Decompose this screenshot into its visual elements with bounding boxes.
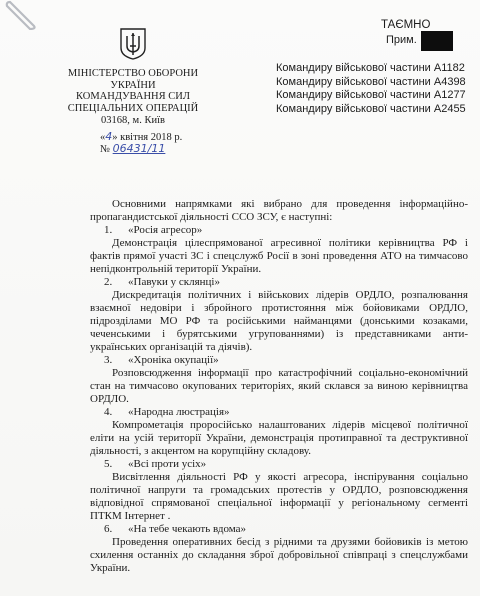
- item-text: Демонстрація цілеспрямованої агресивної політики керівництва РФ і фактів прямої участі ЗС і спецслужб Росії в зоні проведення АТО на тимчасово непідконтрольній території України.: [90, 237, 468, 275]
- postal-address: 03168, м. Київ: [101, 115, 165, 126]
- paper-clip-icon: [4, 0, 40, 30]
- recipient-line: Командиру військової частини А2455: [276, 102, 466, 115]
- item-text: Проведення оперативних бесід з рідними та друзями бойовиків із метою схилення останніх до складання зброї добровільної співпраці з спецслужбами України.: [90, 536, 468, 574]
- date-rest: » квітня 2018 р.: [112, 132, 183, 143]
- item-text: Висвітлення діяльності РФ у якості агресора, інспірування соціально політичної напруги та громадських протестів у ОРДЛО, розповсюдження відповідної спрямованої спеціальної інформації у регіональному сегменті ПТКМ Інтернет .: [90, 471, 468, 522]
- item-heading: [90, 523, 468, 536]
- item-heading: [90, 458, 468, 471]
- item-title: «Народна люстрація»: [128, 406, 230, 418]
- ministry-line: КОМАНДУВАННЯ СИЛ: [76, 91, 190, 102]
- date-prefix: «: [100, 132, 106, 143]
- number-value: 06431/11: [112, 142, 166, 155]
- trident-emblem-icon: [118, 26, 148, 60]
- item-number: 3.: [104, 354, 113, 366]
- document-body: [90, 198, 468, 575]
- recipient-line: Командиру військової частини А1182: [276, 62, 465, 74]
- recipient-line: Командиру військової частини А4398: [276, 75, 466, 88]
- item-title: «На тебе чекають вдома»: [128, 523, 247, 535]
- item-number: 2.: [104, 276, 113, 288]
- item-text: Розповсюдження інформації про катастрофічний соціально-економічний стан на тимчасово окупованих територіях, який склався за виною керівництва ОРДЛО.: [90, 367, 468, 405]
- number-prefix: №: [100, 144, 111, 155]
- copy-label: Прим.: [386, 34, 417, 46]
- item-number: 5.: [104, 458, 113, 470]
- item-text: Компрометація проросійсько налаштованих лідерів місцевої політичної еліти на усій території України, демонстрація протиправної та деструктивної діяльності, з акцентом на корупційну складову.: [90, 419, 468, 457]
- item-number: 4.: [104, 406, 113, 418]
- secret-stamp: ТАЄМНО: [381, 19, 431, 31]
- item-text: Дискредитація політичних і військових лідерів ОРДЛО, розпалювання взаємної недовіри і збройного протистояння між бойовиками ОРДЛО, підрозділами МО РФ та російськими найманцями (донськими козаками, чеченськими і бурятськими угрупованнями) із представниками анти-українських організацій та діячів).: [90, 289, 468, 353]
- intro-paragraph: Основними напрямками які вибрано для проведення інформаційно-пропагандистської діяльності ССО ЗСУ, є наступні:: [90, 198, 468, 223]
- item-title: «Хроніка окупації»: [128, 354, 219, 366]
- item-heading: [90, 406, 468, 419]
- item-title: «Росія агресор»: [128, 224, 203, 236]
- recipient-line: Командиру військової частини А1277: [276, 89, 466, 101]
- item-heading: [90, 354, 468, 367]
- redaction-box: [421, 31, 453, 51]
- ministry-line: УКРАЇНИ: [110, 79, 156, 91]
- item-heading: [90, 224, 468, 237]
- item-number: 1.: [104, 224, 113, 236]
- recipients-list: [276, 62, 476, 116]
- ministry-header: [58, 68, 208, 127]
- document-number: [100, 143, 165, 156]
- date-day: 4: [105, 130, 113, 143]
- item-title: «Всі проти усіх»: [128, 458, 207, 470]
- ministry-line: МІНІСТЕРСТВО ОБОРОНИ: [67, 68, 199, 79]
- item-heading: [90, 276, 468, 289]
- item-title: «Павуки у склянці»: [128, 276, 220, 288]
- ministry-line: СПЕЦІАЛЬНИХ ОПЕРАЦІЙ: [67, 102, 199, 114]
- item-number: 6.: [104, 523, 113, 535]
